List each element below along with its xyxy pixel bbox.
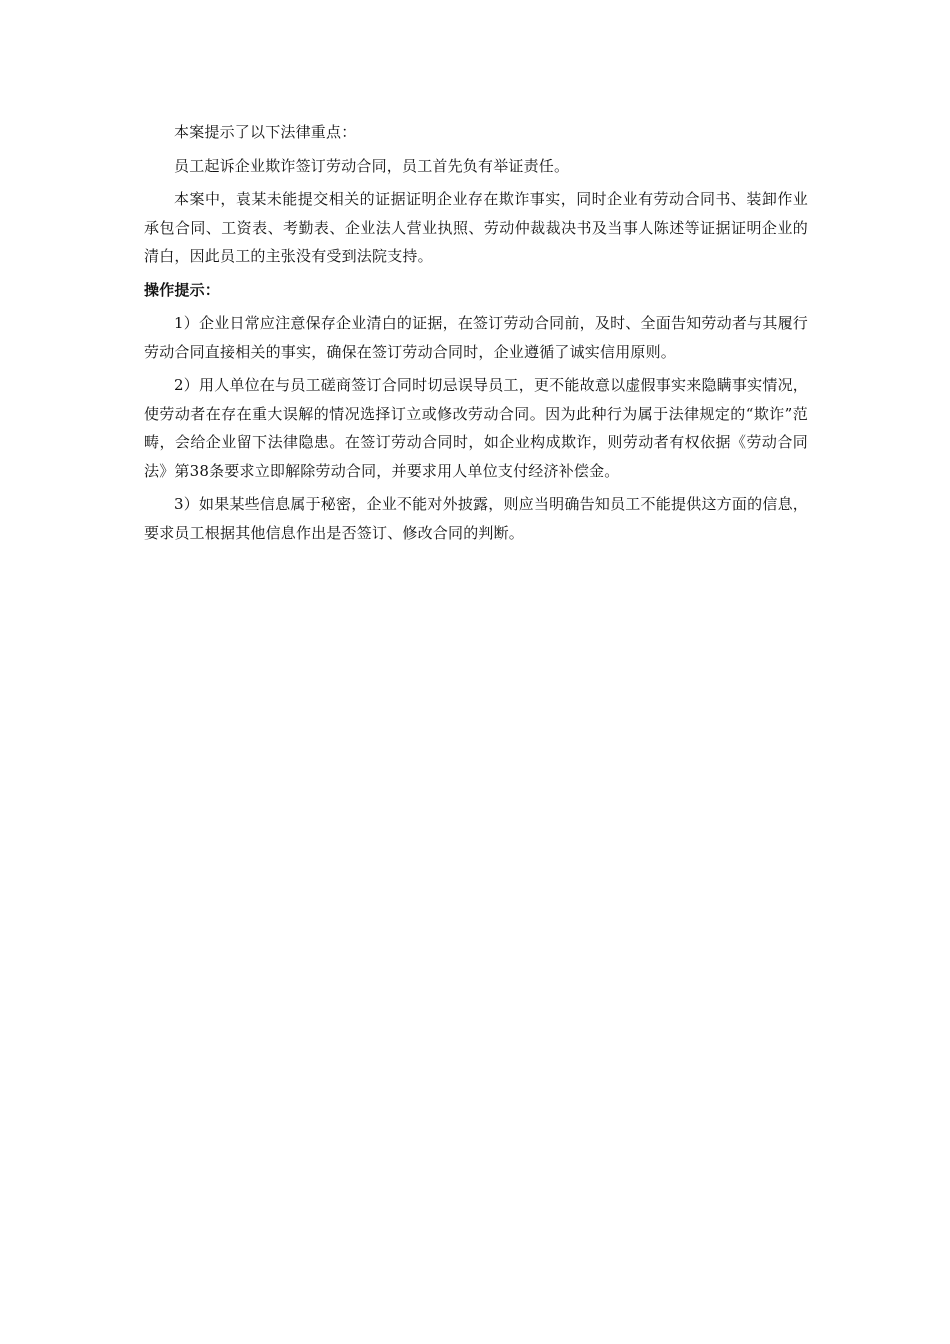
intro-paragraph: 本案提示了以下法律重点： [174,123,357,141]
tip-paragraph-1: 1）企业日常应注意保存企业清白的证据，在签订劳动合同前，及时、全面告知劳动者与其履行劳动合同直接相关的事实，确保在签订劳动合同时，企业遵循了诚实信用原则。 [144,314,808,361]
tip-paragraph-2: 2）用人单位在与员工磋商签订合同时切忌误导员工，更不能故意以虚假事实来隐瞒事实情况，使劳动者在存在重大误解的情况选择订立或修改劳动合同。因为此种行为属于法律规定的“欺诈”范畴，会给企业留下法律隐患。在签订劳动合同时，如企业构成欺诈，则劳动者有权依据《劳动合同法》第38条要求立即解除劳动合同，并要求用人单位支付经济补偿金。 [144,376,808,480]
document-body [144,118,808,552]
tip-paragraph-3: 3）如果某些信息属于秘密，企业不能对外披露，则应当明确告知员工不能提供这方面的信息，要求员工根据其他信息作出是否签订、修改合同的判断。 [144,495,808,542]
section-heading: 操作提示： [144,280,221,299]
burden-of-proof-paragraph: 员工起诉企业欺诈签订劳动合同，员工首先负有举证责任。 [174,156,570,175]
case-analysis-paragraph: 本案中，袁某未能提交相关的证据证明企业存在欺诈事实，同时企业有劳动合同书、装卸作业承包合同、工资表、考勤表、企业法人营业执照、劳动仲裁裁决书及当事人陈述等证据证明企业的清白，因此员工的主张没有受到法院支持。 [144,190,808,265]
